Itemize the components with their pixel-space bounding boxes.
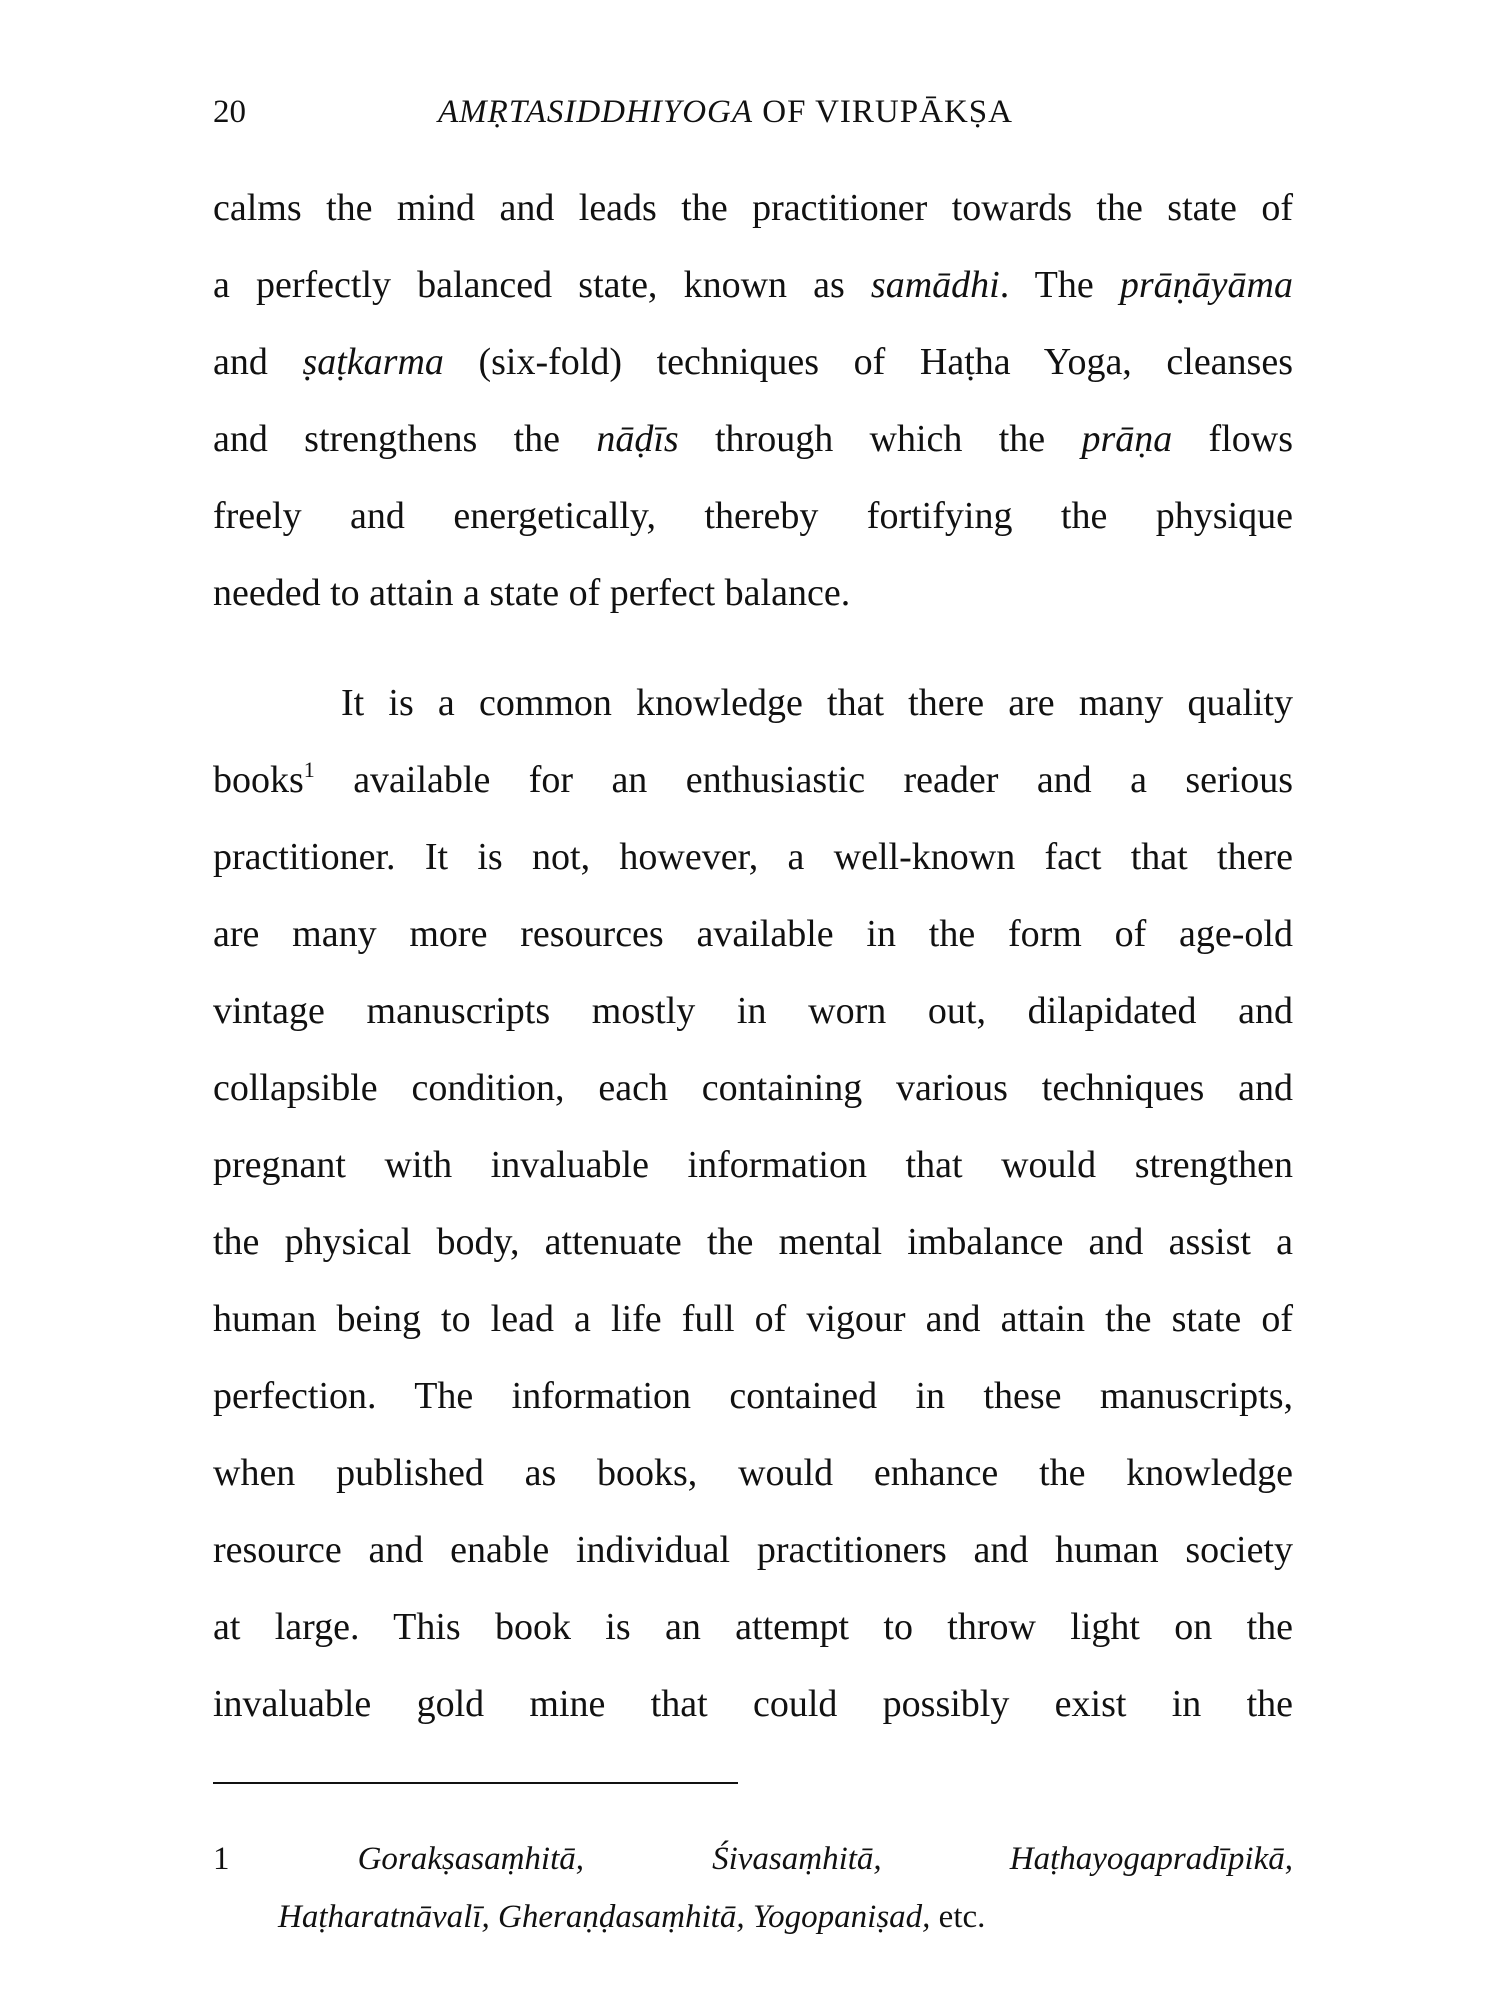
footnote-title: Śivasaṃhitā, — [712, 1841, 882, 1877]
text-line: freely and energetically, thereby fortifying the physique — [213, 495, 1293, 537]
text-line: collapsible condition, each containing various techniques and — [213, 1067, 1293, 1109]
text-line: perfection. The information contained in these manuscripts, — [213, 1375, 1293, 1417]
paragraph-1 — [213, 170, 1293, 632]
running-title — [438, 94, 1013, 131]
running-title-rest: OF VIRUPĀKṢA — [753, 94, 1013, 130]
text-line: human being to lead a life full of vigour and attain the state of — [213, 1298, 1293, 1340]
footnote-etc: etc. — [930, 1899, 986, 1935]
footnote-titles: Haṭharatnāvalī, Gheraṇḍasaṃhitā, Yogopaniṣad, — [278, 1899, 931, 1935]
text-line: are many more resources available in the form of age-old — [213, 913, 1293, 955]
text-line: It is a common knowledge that there are many quality — [341, 682, 1293, 724]
page-number: 20 — [213, 94, 246, 130]
running-title-italic: AMṚTASIDDHIYOGA — [438, 94, 754, 130]
text-line: pregnant with invaluable information that would strengthen — [213, 1144, 1293, 1186]
text-line: and strengthens the nāḍīs through which the prāṇa flows — [213, 418, 1293, 460]
text-line: a perfectly balanced state, known as samādhi. The prāṇāyāma — [213, 264, 1293, 306]
text-line: books$^1$ available for an enthusiastic reader and a serious — [213, 757, 1293, 801]
footnote-line — [213, 1830, 1293, 1888]
text-line: practitioner. It is not, however, a well-known fact that there — [213, 836, 1293, 878]
footnote-number: 1 — [213, 1841, 230, 1877]
text-line: and ṣaṭkarma (six-fold) techniques of Haṭha Yoga, cleanses — [213, 341, 1293, 383]
text-line: invaluable gold mine that could possibly exist in the — [213, 1683, 1293, 1725]
text-line: calms the mind and leads the practitioner towards the state of — [213, 187, 1293, 229]
footnote-title: Haṭhayogapradīpikā, — [1009, 1841, 1293, 1877]
footnote-line — [213, 1888, 1293, 1946]
text-line: needed to attain a state of perfect balance. — [213, 572, 851, 614]
text-line: when published as books, would enhance the knowledge — [213, 1452, 1293, 1494]
page-header — [213, 94, 1293, 144]
paragraph-2 — [213, 665, 1293, 1743]
text-line: vintage manuscripts mostly in worn out, dilapidated and — [213, 990, 1293, 1032]
text-line: at large. This book is an attempt to throw light on the — [213, 1606, 1293, 1648]
text-line: resource and enable individual practitioners and human society — [213, 1529, 1293, 1571]
footnote-title: Gorakṣasaṃhitā, — [357, 1841, 585, 1877]
footnote — [213, 1830, 1293, 1946]
footnote-divider — [213, 1782, 738, 1784]
footnote-marker: 1 — [303, 757, 315, 782]
text-line: the physical body, attenuate the mental imbalance and assist a — [213, 1221, 1293, 1263]
